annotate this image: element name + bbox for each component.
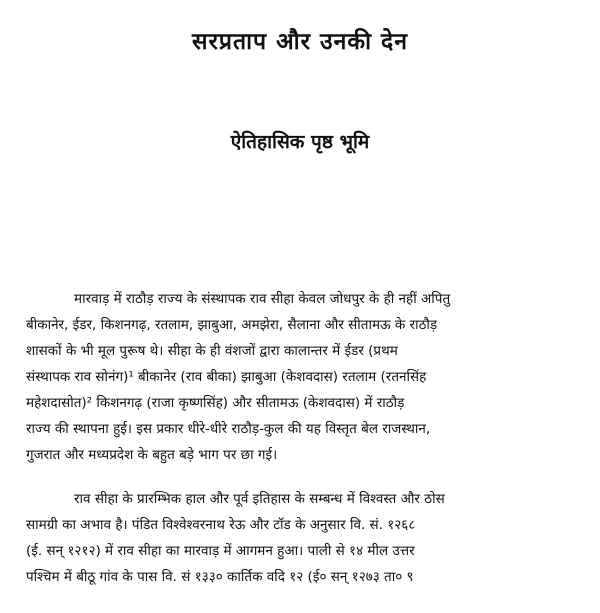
chapter-title: सरप्रताप और उनकी देन — [191, 29, 409, 55]
text-line: पश्चिम में बीठू गांव के पास वि. सं १३३० कार्तिक वदि १२ (ई० सन् १२७३ ता० ९ — [26, 569, 414, 585]
text-line: संस्थापक राव सोनंग)¹ बीकानेर (राव बीका) झाबुआ (केशवदास) रतलाम (रतनसिंह — [26, 369, 427, 385]
text-line: गुजरात और मध्यप्रदेश के बहुत बड़े भाग पर छा गई। — [26, 447, 278, 463]
text-line: राव सीहा के प्रारम्भिक हाल और पूर्व इतिहास के सम्बन्ध में विश्वस्त और ठोस — [74, 491, 445, 507]
text-line: बीकानेर, ईडर, किशनगढ़, रतलाम, झाबुआ, अमझेरा, सैलाना और सीतामऊ के राठौड़ — [26, 317, 438, 333]
text-line: मारवाड़ में राठौड़ राज्य के संस्थापक राव सीहा केवल जोधपुर के ही नहीं अपितु — [74, 291, 451, 307]
text-line: महेशदासोत)² किशनगढ़ (राजा कृष्णसिंह) और सीतामऊ (केशवदास) में राठौड़ — [26, 395, 405, 411]
text-line: (ई. सन् १२१२) में राव सीहा का मारवाड़ में आगमन हुआ। पाली से १४ मील उत्तर — [26, 543, 415, 559]
text-line: सामग्री का अभाव है। पंडित विश्वेश्वरनाथ रेऊ और टॉड के अनुसार वि. सं. १२६८ — [26, 517, 416, 533]
section-heading: ऐतिहासिक पृष्ठ भूमि — [230, 131, 370, 153]
text-line: शासकों के भी मूल पुरूष थे। सीहा के ही वंशजों द्वारा कालान्तर में ईडर (प्रथम — [26, 343, 398, 359]
text-line: राज्य की स्थापना हुई। इस प्रकार धीरे-धीरे राठौड़-कुल की यह विस्तृत बेल राजस्थान, — [26, 421, 431, 437]
